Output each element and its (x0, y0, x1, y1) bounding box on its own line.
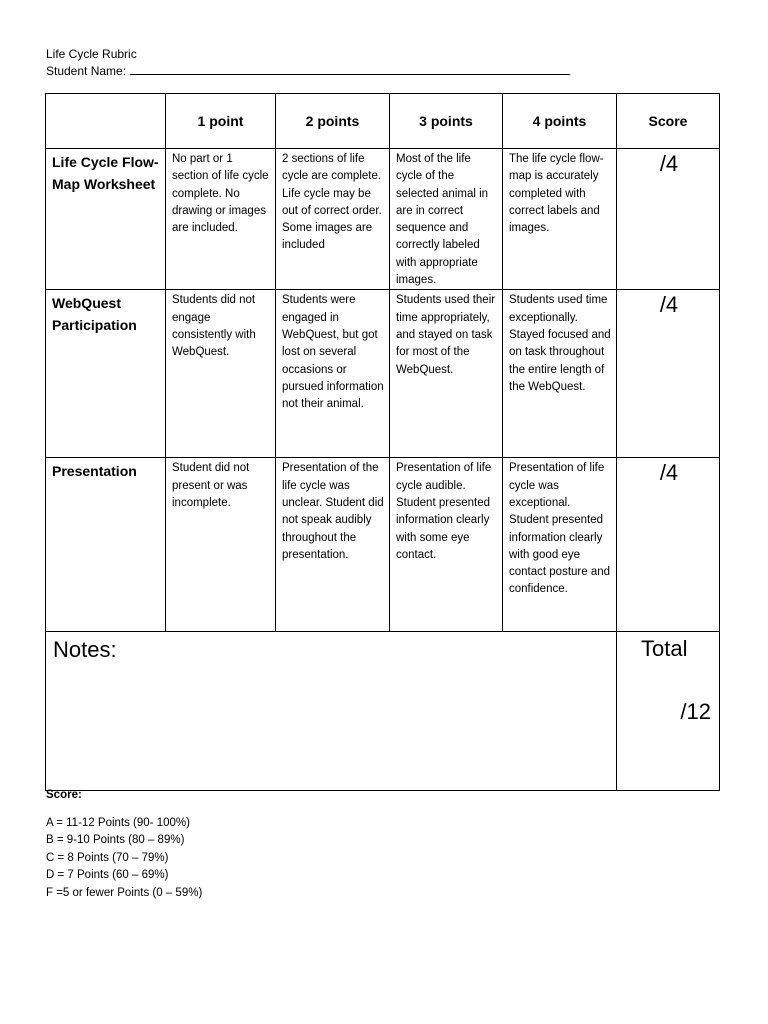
grade-line: F =5 or fewer Points (0 – 59%) (46, 886, 203, 899)
rubric-cell: Presentation of life cycle audible. Student presented information clearly with some eye contact. (390, 458, 503, 632)
column-header-score: Score (617, 94, 720, 149)
total-cell (617, 632, 720, 791)
document-header (46, 46, 570, 80)
grade-line: A = 11-12 Points (90- 100%) (46, 816, 190, 829)
score-value: /4 (659, 292, 679, 318)
notes-area (46, 632, 617, 791)
corner-cell (46, 94, 166, 149)
criterion-label: Presentation (46, 458, 166, 632)
rubric-cell: Students were engaged in WebQuest, but got lost on several occasions or pursued information not their animal. (276, 290, 390, 458)
criterion-label: Life Cycle Flow-Map Worksheet (46, 149, 166, 290)
column-header-3-points: 3 points (390, 94, 503, 149)
total-value: /12 (680, 699, 711, 725)
column-header-4-points: 4 points (503, 94, 617, 149)
grading-scale-title: Score: (46, 789, 82, 801)
student-name-blank (130, 63, 570, 75)
student-name-line (46, 63, 570, 80)
table-row (46, 458, 720, 632)
grade-line: D = 7 Points (60 – 69%) (46, 869, 169, 881)
rubric-cell: Presentation of life cycle was exceptional. Student presented information clearly with good eye contact posture and confidence. (503, 458, 617, 632)
score-value: /4 (659, 151, 679, 176)
rubric-cell: 2 sections of life cycle are complete. Life cycle may be out of correct order. Some images are included (276, 149, 390, 290)
score-cell (617, 149, 720, 290)
grading-scale (46, 787, 202, 902)
header-row (46, 94, 720, 149)
score-cell (617, 458, 720, 632)
rubric-cell: Most of the life cycle of the selected animal in are in correct sequence and correctly labeled with appropriate images. (390, 149, 503, 290)
table-row (46, 290, 720, 458)
score-value: /4 (659, 460, 679, 486)
grade-line: B = 9-10 Points (80 – 89%) (46, 834, 185, 846)
rubric-table (45, 93, 720, 791)
total-label: Total (641, 636, 688, 662)
notes-row (46, 632, 720, 791)
rubric-cell: No part or 1 section of life cycle complete. No drawing or images are included. (166, 149, 276, 290)
rubric-cell: Presentation of the life cycle was unclear. Student did not speak audibly throughout the presentation. (276, 458, 390, 632)
document-title: Life Cycle Rubric (46, 47, 137, 61)
column-header-2-points: 2 points (276, 94, 390, 149)
table-row (46, 149, 720, 290)
criterion-label: WebQuest Participation (46, 290, 166, 458)
rubric-cell: Students used time exceptionally. Stayed focused and on task throughout the entire length of the WebQuest. (503, 290, 617, 458)
rubric-cell: Students did not engage consistently with WebQuest. (166, 290, 276, 458)
column-header-1-point: 1 point (166, 94, 276, 149)
score-cell (617, 290, 720, 458)
rubric-cell: Students used their time appropriately, and stayed on task for most of the WebQuest. (390, 290, 503, 458)
rubric-cell: Student did not present or was incomplete. (166, 458, 276, 632)
student-name-label: Student Name: (46, 64, 127, 78)
rubric-cell: The life cycle flow-map is accurately completed with correct labels and images. (503, 149, 617, 290)
grade-line: C = 8 Points (70 – 79%) (46, 851, 169, 864)
notes-label: Notes: (53, 637, 117, 663)
